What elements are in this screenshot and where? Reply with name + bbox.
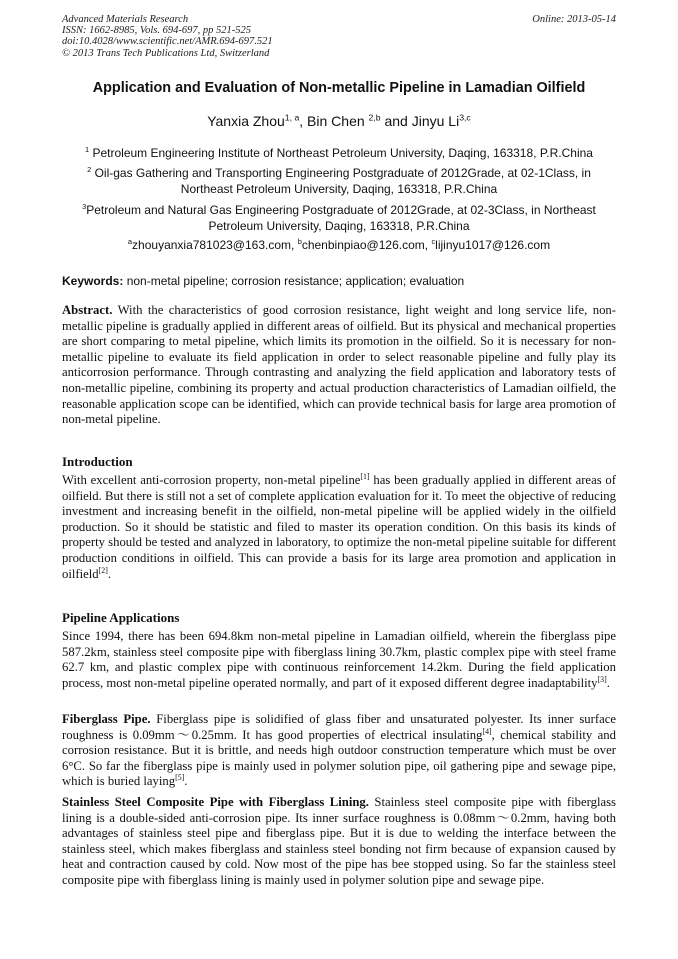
email-sup: c — [431, 237, 436, 246]
keywords-label: Keywords: — [62, 274, 124, 288]
author-sup: 3,c — [459, 112, 471, 123]
citation-ref[interactable]: [1] — [360, 471, 370, 481]
author-name: Bin Chen — [307, 113, 369, 129]
stainless-steel-pipe-label: Stainless Steel Composite Pipe with Fiberglass Lining. — [62, 795, 369, 809]
author-separator: , — [299, 113, 308, 129]
online-date: Online: 2013-05-14 — [532, 14, 616, 25]
affiliation-1 — [62, 146, 616, 162]
journal-header — [62, 14, 616, 59]
affiliation-text: Oil-gas Gathering and Transporting Engineering Postgraduate of 2012Grade, at 02-1Class, in Northeast Petroleum University, Daqing, 163318, P.R.China — [91, 166, 591, 196]
abstract-text: With the characteristics of good corrosion resistance, light weight and long service life, non-metallic pipeline is gradually applied in different areas of oilfield. But its physical and mechanical properties are short comparing to metal pipeline, which limits its promotion in the oilfield. So it is necessary for non-metallic pipeline to evaluate its field application in order to select reasonable pipeline and fully play its anticorrosion performance. Through contrasting and analyzing the field application and laboratory tests of non-metallic pipeline, combining its property and actual production characteristics of Lamadian oilfield, the reasonable application scope can be identified, which can provide technical basis for large area promotion of non-metal pipeline. — [62, 303, 616, 427]
author-name: Yanxia Zhou — [207, 113, 285, 129]
paragraph-text: . — [184, 774, 188, 789]
doi-line: doi:10.4028/www.scientific.net/AMR.694-697.521 — [62, 36, 273, 48]
affiliation-number: 2 — [87, 165, 92, 174]
introduction-paragraph — [62, 473, 616, 582]
email-link[interactable]: chenbinpiao@126.com, — [301, 238, 432, 252]
affiliation-number: 3 — [82, 202, 87, 211]
keywords — [62, 274, 616, 288]
author-sup: 1, a — [284, 112, 300, 123]
email-sup: a — [127, 237, 133, 246]
affiliation-3 — [62, 203, 616, 234]
citation-ref[interactable]: [2] — [98, 565, 108, 575]
affiliation-text: Petroleum Engineering Institute of Northeast Petroleum University, Daqing, 163318, P.R.China — [89, 146, 593, 160]
affiliation-2 — [62, 166, 616, 197]
abstract-label: Abstract. — [62, 303, 113, 317]
citation-ref[interactable]: [3] — [597, 674, 607, 684]
paragraph-text: . — [606, 675, 610, 690]
pipeline-paragraph — [62, 629, 616, 691]
abstract — [62, 303, 616, 428]
paragraph-text: Since 1994, there has been 694.8km non-metal pipeline in Lamadian oilfield, wherein the fiberglass pipe 587.2km, stainless steel composite pipe with fiberglass lining 30.7km, plastic complex pipe with steel frame 62.7 km, and plastic complex pipe with continuous reinforcement 14.2km. During the field application process, most non-metal pipeline operated normally, and part of it exposed different degree inadaptability — [62, 629, 616, 690]
stainless-steel-pipe-paragraph — [62, 795, 616, 889]
introduction-heading: Introduction — [62, 454, 133, 469]
author-list — [40, 113, 638, 129]
copyright-line: © 2013 Trans Tech Publications Ltd, Switzerland — [62, 47, 270, 59]
email-link[interactable]: zhouyanxia781023@163.com, — [132, 238, 298, 252]
affiliation-text: Petroleum and Natural Gas Engineering Postgraduate of 2012Grade, at 02-3Class, in Northeast Petroleum University, Daqing, 163318, P.R.China — [86, 203, 596, 233]
citation-ref[interactable]: [4] — [482, 726, 492, 736]
keywords-text: non-metal pipeline; corrosion resistance; application; evaluation — [123, 274, 465, 288]
paragraph-text: Fiberglass pipe is solidified of glass fiber and unsaturated polyester. Its inner surface roughness is 0.09mm～0.25mm. It has good properties of electrical insulating — [62, 712, 616, 742]
author-sup: 2,b — [368, 112, 381, 123]
author-name: Jinyu Li — [411, 113, 460, 129]
paragraph-text: has been gradually applied in different areas of oilfield. But there is still not a set of complete application evaluation for it. To meet the objective of reducing investment and increasing benefit in the oilfield, non-metal pipeline will be applied widely in the oilfield production. So it should be statistic and filed to master its operation condition. On this basis its kinds of property should be tested and analyzed in laboratory, to optimize the non-metal pipeline suitable for different production conditions in oilfield. This can provide a basis for its large area promotion and application in oilfield — [62, 473, 616, 581]
paper-title: Application and Evaluation of Non-metallic Pipeline in Lamadian Oilfield — [92, 80, 586, 96]
paragraph-text: . — [107, 566, 111, 581]
paragraph-text: , chemical stability and corrosion resistance. But it is brittle, and needs high outdoor construction temperature which must be over 6°C. So far the fiberglass pipe is mainly used in polymer solution pipe, oil gathering pipe and sewage pipe, which is buried laying — [62, 727, 616, 789]
email-line — [62, 238, 616, 254]
paragraph-text: With excellent anti-corrosion property, non-metal pipeline — [62, 473, 361, 487]
email-link[interactable]: lijinyu1017@126.com — [435, 238, 551, 252]
email-sup: b — [297, 237, 302, 246]
journal-name: Advanced Materials Research — [62, 14, 189, 25]
author-separator: and — [380, 113, 412, 129]
paragraph-text: Stainless steel composite pipe with fiberglass lining is a double-sided anti-corrosion pipe. Its inner surface roughness is 0.08mm～0.2mm, having both advantages of stainless steel pipe and fiberglass pipe. But it is due to welding the interface between the stainless steel, which makes fiberglass and stainless steel bonding not firm because of expansion caused by heat and contraction caused by cold. Now most of the pipe has bee stopped using. So far the stainless steel composite pipe with fiberglass lining is mainly used in polymer solution pipe and sewage pipe. — [62, 795, 616, 887]
fiberglass-pipe-paragraph — [62, 712, 616, 790]
affiliation-number: 1 — [85, 145, 90, 154]
pipeline-applications-heading: Pipeline Applications — [62, 610, 180, 625]
citation-ref[interactable]: [5] — [175, 773, 185, 783]
issn-line: ISSN: 1662-8985, Vols. 694-697, pp 521-525 — [62, 25, 251, 37]
fiberglass-pipe-label: Fiberglass Pipe. — [62, 712, 151, 726]
